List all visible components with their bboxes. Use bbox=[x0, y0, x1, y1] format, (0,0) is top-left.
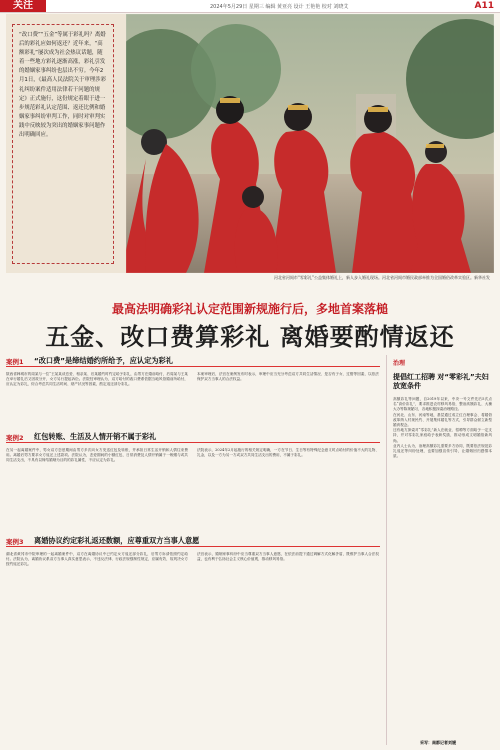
right-column-paragraph: 高额彩礼等问题，自2019年以来，中央一号文件先后5次点名“高价彩礼”，要求推进农村移风易俗，整治高额彩礼、大操大办等陈规陋习，各地积极探索治理路径。 bbox=[393, 397, 492, 412]
intro-panel bbox=[6, 14, 126, 273]
right-column-body bbox=[393, 397, 492, 459]
main-headline: 五金、改口费算彩礼 离婚要酌情返还 bbox=[45, 323, 455, 351]
case-2-title: 红包转账、生活及人情开销不属于彩礼 bbox=[34, 432, 157, 441]
wedding-photo bbox=[126, 14, 494, 273]
case-3-paragraph-1: 湖北省黄冈市中院审理的一起离婚案件中，双方在离婚协议中已约定女方返还部分彩礼，后男方诉请依照约定给付。法院认为，离婚协议系双方当事人真实意思表示，不违反法律、行政法规强制性规定，应属有效，故判决女方按约返还彩礼。 bbox=[6, 552, 188, 567]
subheadline: 最高法明确彩礼认定范围新规施行后，多地首案落槌 bbox=[111, 302, 388, 316]
page-number: A11 bbox=[474, 1, 494, 11]
byline: 采写：南都记者刘媛 bbox=[420, 740, 456, 745]
case-2-paragraph-2: 法院表示，2024年2月起施行的相关规定明确，一方在节日、生日等有特殊纪念意义时点给付的价值不大的礼物、礼金，以及一方为另一方或双方共同生活支出的费用，不属于彩礼。 bbox=[197, 448, 379, 458]
right-column-paragraph: 还有地方探索对“零彩礼”新人在就业、招聘等方面给予一定支持，并对零彩礼家庭给予表彰奖励，推动形成文明婚俗新风尚。 bbox=[393, 428, 492, 443]
governance-label: 治理 bbox=[393, 360, 406, 367]
section-tag: 关注 bbox=[0, 0, 46, 12]
case-2-paragraph-1: 在另一起离婚案件中，男女双方恋爱期间由男方多次向女方发送红包及转账，并承担日常生活开销和人情往来费用。离婚后男方要求女方返还上述款项。法院认为，恋爱期间的小额红包、日常消费及人情开销属于一般赠与或共同生活支出，不具有以缔结婚姻为目的的彩礼属性，不应认定为彩礼。 bbox=[6, 448, 188, 463]
issue-date-line: 2024年5月29日 星期三 编辑 黄亚亮 设计 王艳艳 校对 刘晓艾 bbox=[210, 4, 349, 10]
masthead bbox=[0, 0, 500, 13]
photo-caption: 河北省河间市“零彩礼”公益集体婚礼上，新人步入婚礼现场。河北省河间市婚民政部牵推为全国婚俗改革实验区。新华社发 bbox=[273, 275, 490, 280]
case-1-title: “改口费”是缔结婚约所给予，应认定为彩礼 bbox=[34, 356, 173, 365]
intro-box bbox=[12, 24, 114, 264]
wedding-photo-illustration bbox=[126, 14, 494, 273]
right-column-paragraph: 在河北、山东、河南等地，基层通过成立红白理事会、将婚俗改革纳入村规民约、开展集体婚礼等方式，引导群众树立新型婚育观念。 bbox=[393, 412, 492, 428]
right-column-paragraph: 业内人士认为，治理高额彩礼需要多方协同，既要依法规范彩礼返还等纠纷处理，也要加强宣传引导，让婚姻回归感情本质。 bbox=[393, 443, 492, 459]
case-1-label: 案例1 bbox=[6, 358, 24, 366]
case-3-title: 离婚协议约定彩礼返还数额，应尊重双方当事人意愿 bbox=[34, 536, 200, 545]
case-2-rule bbox=[6, 442, 380, 443]
case-2-label: 案例2 bbox=[6, 434, 24, 442]
case-1-rule bbox=[6, 366, 380, 367]
case-3-rule bbox=[6, 546, 380, 547]
case-3-paragraph-2: 法官表示，婚姻家事纠纷中应当尊重双方当事人意愿，在依法前提下通过调解方式化解矛盾，既维护当事人合法权益，也有利于弘扬社会主义核心价值观，推动移风易俗。 bbox=[197, 552, 379, 562]
case-1-paragraph-2: 本案审理后，法官在案例发布时表示，审理中应当充分考虑双方共同生活情况、是否有子女、过错等因素，以依法保护双方当事人的合法权益。 bbox=[197, 372, 379, 382]
case-3-label: 案例3 bbox=[6, 538, 24, 546]
right-column-title: 提倡红工招聘 对“零彩礼”夫妇放宽条件 bbox=[393, 373, 489, 390]
right-column bbox=[386, 355, 492, 745]
intro-text: “改口费”“五金”等属于彩礼吗？离婚后的彩礼应如何返还？近年来，“高额彩礼”屡次成为社会热议话题，随着一些地方彩礼逐渐高涨，彩礼引发的婚姻家事纠纷也层出不穷。今年2月1日，《最高人民法院关于审理涉彩礼纠纷案件适用法律若干问题的规定》正式施行，这份规定着眼于进一步规范彩礼认定范围、返还比例和婚姻家事纠纷审判工作，同时对审判实践中反映较为突出的婚姻家事问题作出明确回应。 bbox=[19, 32, 106, 139]
case-1-paragraph-1: 陕西省韩城市的周某与一位“王某某谈恋爱、相亲某、后某婚约时约定给予彩礼，由男方在婚前给付，后周某与王某在举行婚礼后又因故分开，女方另行提起诉讼。法院经审理认为，双方给付的改口费系依据当地风俗婚前所给付，应认定为彩礼，综合考虑共同生活时间、财产状况等因素，酌定返还部分彩礼。 bbox=[6, 372, 188, 387]
